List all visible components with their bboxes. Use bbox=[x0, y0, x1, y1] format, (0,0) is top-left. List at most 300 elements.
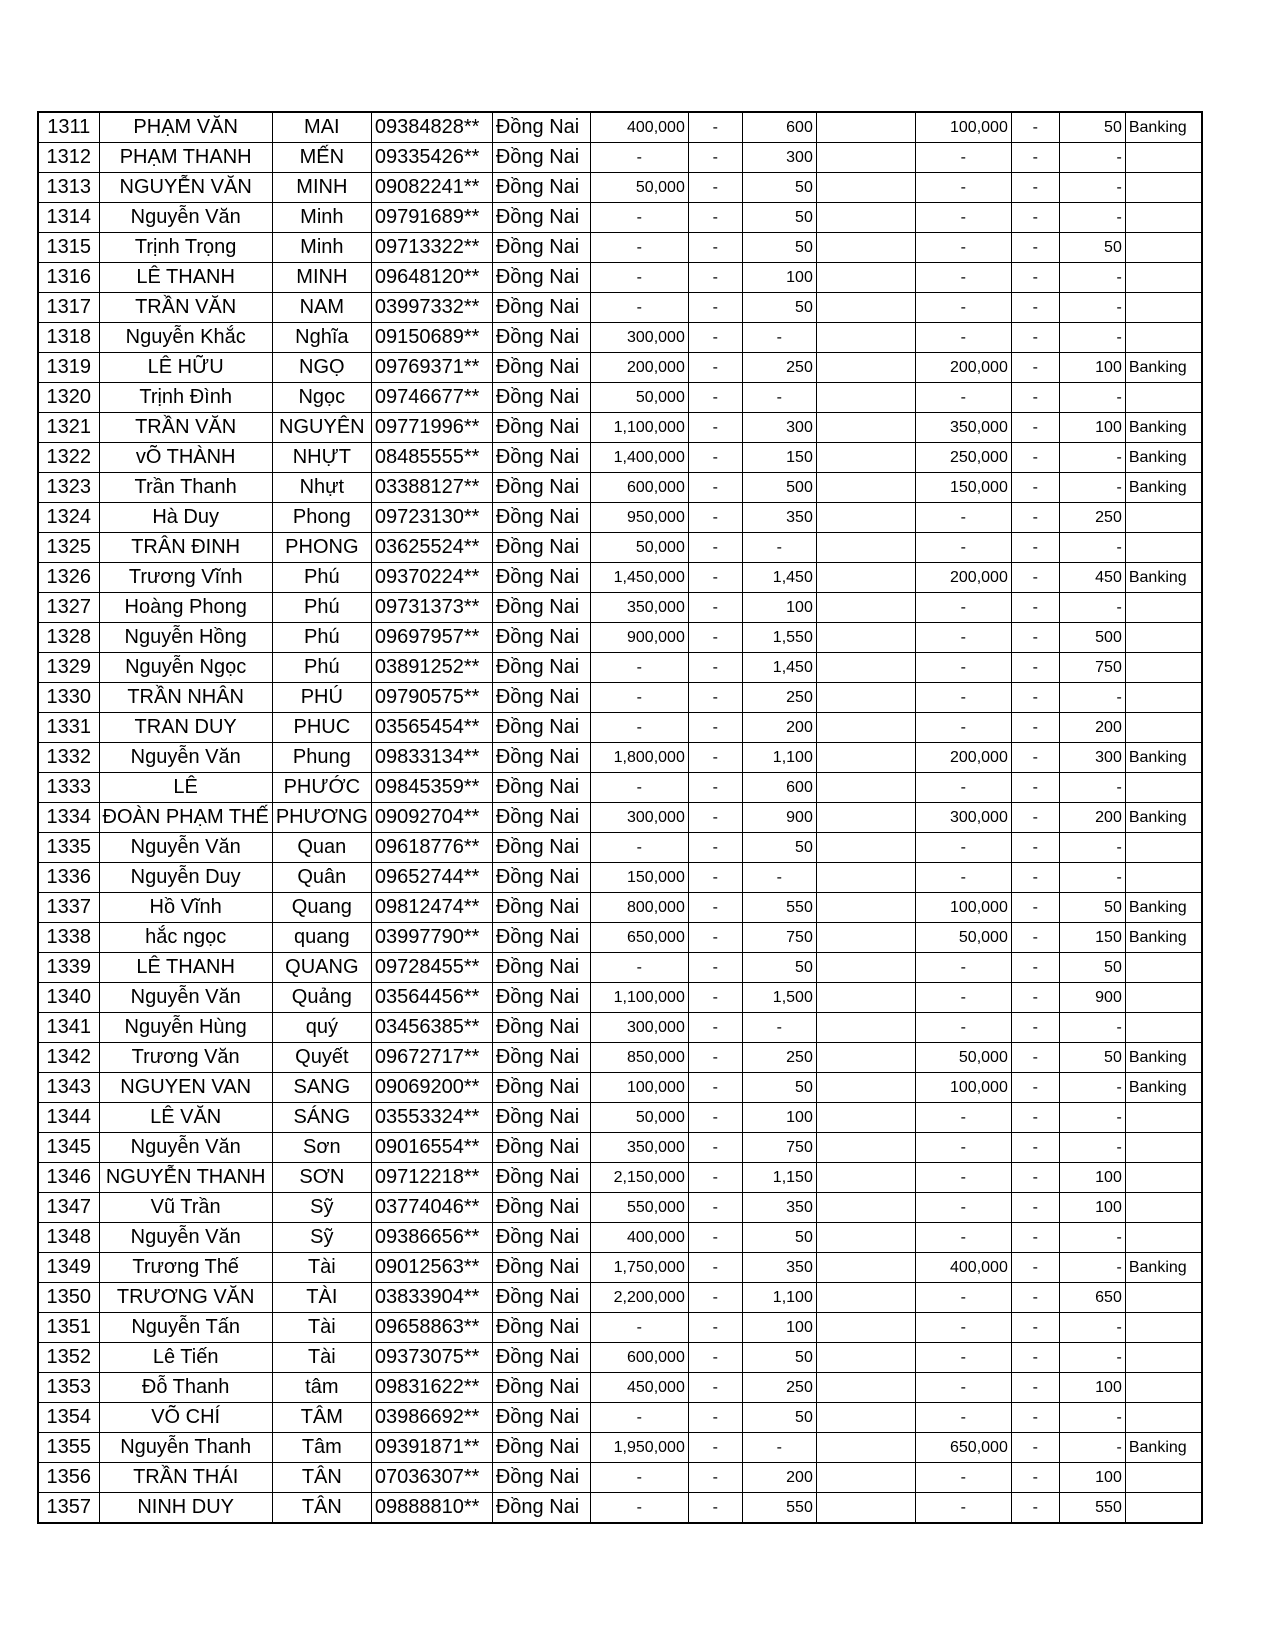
amount-4: 100 bbox=[1059, 1373, 1125, 1403]
blank-cell bbox=[816, 1283, 915, 1313]
amount-3: 150,000 bbox=[915, 473, 1011, 503]
blank-cell bbox=[816, 1463, 915, 1493]
amount-2: 50 bbox=[742, 203, 816, 233]
phone: 03997332** bbox=[371, 293, 492, 323]
last-name: Nguyễn Văn bbox=[99, 833, 272, 863]
separator-2: - bbox=[1011, 112, 1059, 143]
phone: 09731373** bbox=[371, 593, 492, 623]
row-number: 1341 bbox=[38, 1013, 99, 1043]
amount-3: - bbox=[915, 953, 1011, 983]
amount-1: 350,000 bbox=[590, 593, 688, 623]
separator-2: - bbox=[1011, 263, 1059, 293]
last-name: NGUYỄN THANH bbox=[99, 1163, 272, 1193]
amount-3: - bbox=[915, 1313, 1011, 1343]
amount-1: 1,100,000 bbox=[590, 413, 688, 443]
separator-1: - bbox=[688, 233, 742, 263]
last-name: PHẠM THANH bbox=[99, 143, 272, 173]
province: Đồng Nai bbox=[492, 893, 590, 923]
amount-4: - bbox=[1059, 143, 1125, 173]
blank-cell bbox=[816, 443, 915, 473]
separator-1: - bbox=[688, 1103, 742, 1133]
amount-2: 350 bbox=[742, 1253, 816, 1283]
row-number: 1345 bbox=[38, 1133, 99, 1163]
table-row bbox=[38, 473, 1202, 503]
separator-1: - bbox=[688, 112, 742, 143]
table-row bbox=[38, 743, 1202, 773]
separator-1: - bbox=[688, 1163, 742, 1193]
table-row bbox=[38, 203, 1202, 233]
province: Đồng Nai bbox=[492, 383, 590, 413]
blank-cell bbox=[816, 293, 915, 323]
amount-3: - bbox=[915, 1193, 1011, 1223]
first-name: Quảng bbox=[272, 983, 371, 1013]
amount-4: - bbox=[1059, 173, 1125, 203]
payment-method: Banking bbox=[1125, 473, 1202, 503]
separator-1: - bbox=[688, 1343, 742, 1373]
phone: 08485555** bbox=[371, 443, 492, 473]
separator-1: - bbox=[688, 833, 742, 863]
amount-4: 750 bbox=[1059, 653, 1125, 683]
blank-cell bbox=[816, 803, 915, 833]
amount-2: 900 bbox=[742, 803, 816, 833]
province: Đồng Nai bbox=[492, 173, 590, 203]
row-number: 1320 bbox=[38, 383, 99, 413]
amount-2: 1,500 bbox=[742, 983, 816, 1013]
amount-2: 50 bbox=[742, 1073, 816, 1103]
row-number: 1355 bbox=[38, 1433, 99, 1463]
row-number: 1339 bbox=[38, 953, 99, 983]
amount-1: 1,750,000 bbox=[590, 1253, 688, 1283]
separator-1: - bbox=[688, 353, 742, 383]
amount-2: 1,100 bbox=[742, 1283, 816, 1313]
blank-cell bbox=[816, 1103, 915, 1133]
blank-cell bbox=[816, 1223, 915, 1253]
last-name: TRÂN ĐINH bbox=[99, 533, 272, 563]
payment-method bbox=[1125, 1343, 1202, 1373]
province: Đồng Nai bbox=[492, 863, 590, 893]
amount-1: 900,000 bbox=[590, 623, 688, 653]
blank-cell bbox=[816, 263, 915, 293]
separator-1: - bbox=[688, 1493, 742, 1524]
last-name: ĐOÀN PHẠM THẾ bbox=[99, 803, 272, 833]
amount-1: 600,000 bbox=[590, 473, 688, 503]
amount-2: 550 bbox=[742, 1493, 816, 1524]
province: Đồng Nai bbox=[492, 953, 590, 983]
province: Đồng Nai bbox=[492, 803, 590, 833]
separator-1: - bbox=[688, 1313, 742, 1343]
separator-1: - bbox=[688, 923, 742, 953]
row-number: 1357 bbox=[38, 1493, 99, 1524]
first-name: SANG bbox=[272, 1073, 371, 1103]
row-number: 1317 bbox=[38, 293, 99, 323]
separator-1: - bbox=[688, 953, 742, 983]
table-row bbox=[38, 1463, 1202, 1493]
blank-cell bbox=[816, 1253, 915, 1283]
row-number: 1340 bbox=[38, 983, 99, 1013]
row-number: 1336 bbox=[38, 863, 99, 893]
separator-1: - bbox=[688, 293, 742, 323]
province: Đồng Nai bbox=[492, 743, 590, 773]
row-number: 1338 bbox=[38, 923, 99, 953]
row-number: 1333 bbox=[38, 773, 99, 803]
phone: 03564456** bbox=[371, 983, 492, 1013]
amount-3: 400,000 bbox=[915, 1253, 1011, 1283]
payment-method bbox=[1125, 653, 1202, 683]
row-number: 1352 bbox=[38, 1343, 99, 1373]
separator-2: - bbox=[1011, 413, 1059, 443]
separator-1: - bbox=[688, 1223, 742, 1253]
amount-4: 650 bbox=[1059, 1283, 1125, 1313]
last-name: VÕ CHÍ bbox=[99, 1403, 272, 1433]
row-number: 1315 bbox=[38, 233, 99, 263]
amount-2: 250 bbox=[742, 1373, 816, 1403]
province: Đồng Nai bbox=[492, 1163, 590, 1193]
row-number: 1316 bbox=[38, 263, 99, 293]
separator-1: - bbox=[688, 1193, 742, 1223]
amount-2: 300 bbox=[742, 413, 816, 443]
last-name: TRAN DUY bbox=[99, 713, 272, 743]
table-row bbox=[38, 383, 1202, 413]
first-name: Phú bbox=[272, 593, 371, 623]
amount-2: 50 bbox=[742, 173, 816, 203]
amount-1: 1,450,000 bbox=[590, 563, 688, 593]
amount-4: - bbox=[1059, 833, 1125, 863]
amount-1: 400,000 bbox=[590, 1223, 688, 1253]
province: Đồng Nai bbox=[492, 143, 590, 173]
separator-1: - bbox=[688, 803, 742, 833]
amount-2: 550 bbox=[742, 893, 816, 923]
last-name: Trương Vĩnh bbox=[99, 563, 272, 593]
last-name: Hồ Vĩnh bbox=[99, 893, 272, 923]
separator-2: - bbox=[1011, 863, 1059, 893]
separator-1: - bbox=[688, 1073, 742, 1103]
first-name: Phong bbox=[272, 503, 371, 533]
row-number: 1337 bbox=[38, 893, 99, 923]
table-row bbox=[38, 773, 1202, 803]
payment-method bbox=[1125, 143, 1202, 173]
last-name: TRẦN THÁI bbox=[99, 1463, 272, 1493]
table-row bbox=[38, 1313, 1202, 1343]
province: Đồng Nai bbox=[492, 203, 590, 233]
last-name: Nguyễn Văn bbox=[99, 1133, 272, 1163]
last-name: LÊ bbox=[99, 773, 272, 803]
amount-2: 600 bbox=[742, 773, 816, 803]
table-row bbox=[38, 1403, 1202, 1433]
amount-3: 650,000 bbox=[915, 1433, 1011, 1463]
amount-4: 500 bbox=[1059, 623, 1125, 653]
blank-cell bbox=[816, 413, 915, 443]
separator-2: - bbox=[1011, 1343, 1059, 1373]
amount-3: 100,000 bbox=[915, 893, 1011, 923]
row-number: 1332 bbox=[38, 743, 99, 773]
amount-3: - bbox=[915, 653, 1011, 683]
last-name: Nguyễn Văn bbox=[99, 743, 272, 773]
table-row bbox=[38, 533, 1202, 563]
separator-1: - bbox=[688, 1433, 742, 1463]
province: Đồng Nai bbox=[492, 1013, 590, 1043]
separator-2: - bbox=[1011, 563, 1059, 593]
phone: 03891252** bbox=[371, 653, 492, 683]
payment-method bbox=[1125, 1223, 1202, 1253]
row-number: 1314 bbox=[38, 203, 99, 233]
separator-1: - bbox=[688, 443, 742, 473]
amount-1: 800,000 bbox=[590, 893, 688, 923]
blank-cell bbox=[816, 563, 915, 593]
payment-method: Banking bbox=[1125, 353, 1202, 383]
separator-2: - bbox=[1011, 383, 1059, 413]
amount-2: 300 bbox=[742, 143, 816, 173]
amount-4: 100 bbox=[1059, 1163, 1125, 1193]
amount-4: 150 bbox=[1059, 923, 1125, 953]
separator-2: - bbox=[1011, 893, 1059, 923]
last-name: Trịnh Đình bbox=[99, 383, 272, 413]
amount-1: - bbox=[590, 1403, 688, 1433]
amount-4: - bbox=[1059, 1013, 1125, 1043]
last-name: NGUYỄN VĂN bbox=[99, 173, 272, 203]
last-name: Trương Văn bbox=[99, 1043, 272, 1073]
row-number: 1343 bbox=[38, 1073, 99, 1103]
amount-3: 100,000 bbox=[915, 1073, 1011, 1103]
amount-1: - bbox=[590, 233, 688, 263]
amount-2: 50 bbox=[742, 293, 816, 323]
phone: 09728455** bbox=[371, 953, 492, 983]
first-name: NAM bbox=[272, 293, 371, 323]
first-name: Quân bbox=[272, 863, 371, 893]
amount-1: 1,800,000 bbox=[590, 743, 688, 773]
province: Đồng Nai bbox=[492, 1193, 590, 1223]
last-name: PHẠM VĂN bbox=[99, 112, 272, 143]
phone: 03997790** bbox=[371, 923, 492, 953]
amount-3: - bbox=[915, 1343, 1011, 1373]
payment-method bbox=[1125, 593, 1202, 623]
blank-cell bbox=[816, 533, 915, 563]
separator-2: - bbox=[1011, 533, 1059, 563]
amount-1: 300,000 bbox=[590, 803, 688, 833]
amount-4: 50 bbox=[1059, 112, 1125, 143]
payment-method bbox=[1125, 1403, 1202, 1433]
blank-cell bbox=[816, 953, 915, 983]
row-number: 1353 bbox=[38, 1373, 99, 1403]
row-number: 1311 bbox=[38, 112, 99, 143]
row-number: 1330 bbox=[38, 683, 99, 713]
amount-1: 100,000 bbox=[590, 1073, 688, 1103]
payment-method bbox=[1125, 983, 1202, 1013]
last-name: Nguyễn Khắc bbox=[99, 323, 272, 353]
separator-1: - bbox=[688, 203, 742, 233]
table-row bbox=[38, 1283, 1202, 1313]
amount-1: 300,000 bbox=[590, 323, 688, 353]
amount-3: - bbox=[915, 1403, 1011, 1433]
first-name: Quang bbox=[272, 893, 371, 923]
separator-2: - bbox=[1011, 173, 1059, 203]
amount-4: 250 bbox=[1059, 503, 1125, 533]
amount-4: 50 bbox=[1059, 1043, 1125, 1073]
phone: 09791689** bbox=[371, 203, 492, 233]
table-row bbox=[38, 1133, 1202, 1163]
separator-1: - bbox=[688, 383, 742, 413]
blank-cell bbox=[816, 1343, 915, 1373]
separator-2: - bbox=[1011, 1403, 1059, 1433]
amount-3: 200,000 bbox=[915, 743, 1011, 773]
province: Đồng Nai bbox=[492, 683, 590, 713]
amount-3: 300,000 bbox=[915, 803, 1011, 833]
separator-1: - bbox=[688, 893, 742, 923]
amount-3: - bbox=[915, 1163, 1011, 1193]
table-row bbox=[38, 893, 1202, 923]
amount-4: - bbox=[1059, 1073, 1125, 1103]
first-name: Quan bbox=[272, 833, 371, 863]
row-number: 1326 bbox=[38, 563, 99, 593]
first-name: Phú bbox=[272, 563, 371, 593]
separator-1: - bbox=[688, 323, 742, 353]
amount-4: - bbox=[1059, 593, 1125, 623]
amount-2: 250 bbox=[742, 353, 816, 383]
phone: 09713322** bbox=[371, 233, 492, 263]
blank-cell bbox=[816, 203, 915, 233]
last-name: Hà Duy bbox=[99, 503, 272, 533]
payment-method: Banking bbox=[1125, 1043, 1202, 1073]
separator-1: - bbox=[688, 143, 742, 173]
separator-2: - bbox=[1011, 1223, 1059, 1253]
phone: 09697957** bbox=[371, 623, 492, 653]
amount-4: - bbox=[1059, 1433, 1125, 1463]
blank-cell bbox=[816, 1073, 915, 1103]
province: Đồng Nai bbox=[492, 713, 590, 743]
table-row bbox=[38, 953, 1202, 983]
amount-1: 650,000 bbox=[590, 923, 688, 953]
last-name: TRẦN VĂN bbox=[99, 413, 272, 443]
amount-4: - bbox=[1059, 1103, 1125, 1133]
phone: 09082241** bbox=[371, 173, 492, 203]
blank-cell bbox=[816, 1193, 915, 1223]
separator-2: - bbox=[1011, 953, 1059, 983]
amount-1: - bbox=[590, 1313, 688, 1343]
first-name: MAI bbox=[272, 112, 371, 143]
amount-3: - bbox=[915, 1103, 1011, 1133]
amount-3: - bbox=[915, 1493, 1011, 1524]
table-row bbox=[38, 623, 1202, 653]
province: Đồng Nai bbox=[492, 773, 590, 803]
amount-4: - bbox=[1059, 323, 1125, 353]
payment-method bbox=[1125, 1133, 1202, 1163]
amount-4: 100 bbox=[1059, 353, 1125, 383]
amount-4: - bbox=[1059, 263, 1125, 293]
row-number: 1318 bbox=[38, 323, 99, 353]
province: Đồng Nai bbox=[492, 413, 590, 443]
row-number: 1327 bbox=[38, 593, 99, 623]
first-name: SÁNG bbox=[272, 1103, 371, 1133]
blank-cell bbox=[816, 383, 915, 413]
payment-method bbox=[1125, 383, 1202, 413]
first-name: quang bbox=[272, 923, 371, 953]
phone: 09373075** bbox=[371, 1343, 492, 1373]
table-row bbox=[38, 563, 1202, 593]
amount-2: 200 bbox=[742, 713, 816, 743]
amount-1: - bbox=[590, 143, 688, 173]
blank-cell bbox=[816, 233, 915, 263]
first-name: PHƯƠNG bbox=[272, 803, 371, 833]
phone: 03388127** bbox=[371, 473, 492, 503]
table-row bbox=[38, 1103, 1202, 1133]
amount-1: 200,000 bbox=[590, 353, 688, 383]
blank-cell bbox=[816, 143, 915, 173]
province: Đồng Nai bbox=[492, 1493, 590, 1524]
blank-cell bbox=[816, 863, 915, 893]
amount-2: 100 bbox=[742, 1103, 816, 1133]
amount-1: 50,000 bbox=[590, 533, 688, 563]
separator-1: - bbox=[688, 1373, 742, 1403]
table-row bbox=[38, 1343, 1202, 1373]
province: Đồng Nai bbox=[492, 653, 590, 683]
amount-1: 300,000 bbox=[590, 1013, 688, 1043]
payment-method: Banking bbox=[1125, 112, 1202, 143]
separator-1: - bbox=[688, 1283, 742, 1313]
amount-1: 150,000 bbox=[590, 863, 688, 893]
separator-1: - bbox=[688, 593, 742, 623]
phone: 09092704** bbox=[371, 803, 492, 833]
row-number: 1346 bbox=[38, 1163, 99, 1193]
phone: 07036307** bbox=[371, 1463, 492, 1493]
amount-3: 50,000 bbox=[915, 1043, 1011, 1073]
payment-method bbox=[1125, 503, 1202, 533]
table-row bbox=[38, 1223, 1202, 1253]
phone: 09384828** bbox=[371, 112, 492, 143]
table-row bbox=[38, 413, 1202, 443]
separator-1: - bbox=[688, 263, 742, 293]
last-name: LÊ THANH bbox=[99, 263, 272, 293]
row-number: 1312 bbox=[38, 143, 99, 173]
separator-2: - bbox=[1011, 203, 1059, 233]
amount-1: 2,150,000 bbox=[590, 1163, 688, 1193]
amount-2: - bbox=[742, 863, 816, 893]
separator-1: - bbox=[688, 653, 742, 683]
first-name: NGUYÊN bbox=[272, 413, 371, 443]
province: Đồng Nai bbox=[492, 533, 590, 563]
first-name: MẾN bbox=[272, 143, 371, 173]
phone: 09386656** bbox=[371, 1223, 492, 1253]
table-row bbox=[38, 1493, 1202, 1524]
row-number: 1331 bbox=[38, 713, 99, 743]
row-number: 1348 bbox=[38, 1223, 99, 1253]
phone: 09069200** bbox=[371, 1073, 492, 1103]
blank-cell bbox=[816, 323, 915, 353]
last-name: NINH DUY bbox=[99, 1493, 272, 1524]
amount-1: 2,200,000 bbox=[590, 1283, 688, 1313]
payment-method bbox=[1125, 263, 1202, 293]
amount-4: 200 bbox=[1059, 713, 1125, 743]
phone: 09016554** bbox=[371, 1133, 492, 1163]
separator-2: - bbox=[1011, 1103, 1059, 1133]
table-row bbox=[38, 983, 1202, 1013]
separator-1: - bbox=[688, 1013, 742, 1043]
first-name: NGỌ bbox=[272, 353, 371, 383]
phone: 09391871** bbox=[371, 1433, 492, 1463]
amount-3: - bbox=[915, 293, 1011, 323]
last-name: NGUYEN VAN bbox=[99, 1073, 272, 1103]
amount-3: 200,000 bbox=[915, 353, 1011, 383]
table-row bbox=[38, 323, 1202, 353]
amount-3: 50,000 bbox=[915, 923, 1011, 953]
payment-method bbox=[1125, 173, 1202, 203]
first-name: PHÚ bbox=[272, 683, 371, 713]
amount-2: 350 bbox=[742, 1193, 816, 1223]
separator-2: - bbox=[1011, 923, 1059, 953]
separator-2: - bbox=[1011, 1013, 1059, 1043]
table-row bbox=[38, 143, 1202, 173]
amount-3: - bbox=[915, 1223, 1011, 1253]
separator-1: - bbox=[688, 563, 742, 593]
payment-method: Banking bbox=[1125, 413, 1202, 443]
